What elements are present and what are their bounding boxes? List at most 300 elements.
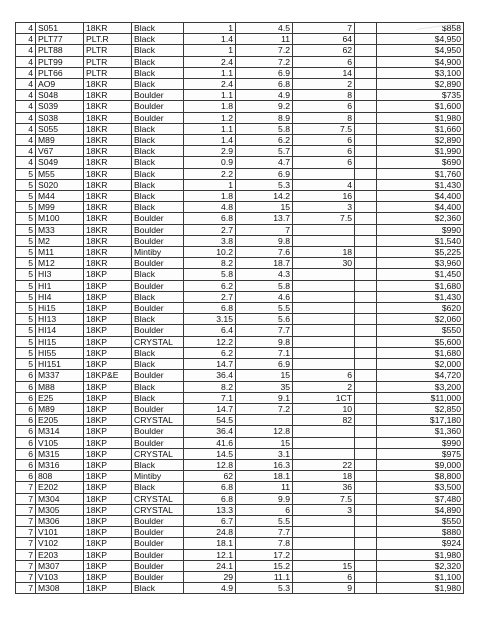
cell-group: 6 — [16, 415, 36, 426]
cell-stone-type: Boulder — [132, 303, 184, 314]
cell-count: 64 — [293, 34, 355, 45]
inventory-table — [15, 22, 464, 594]
cell-weight: 41.6 — [184, 437, 236, 448]
cell-item-code: M308 — [36, 583, 84, 594]
cell-count: 36 — [293, 482, 355, 493]
cell-stone-type: Black — [132, 56, 184, 67]
table-row — [16, 101, 464, 112]
table-row — [16, 34, 464, 45]
cell-stone-type: Black — [132, 202, 184, 213]
cell-weight: 2.9 — [184, 146, 236, 157]
cell-size: 9.2 — [236, 101, 293, 112]
table-row — [16, 90, 464, 101]
cell-count: 7 — [293, 23, 355, 34]
cell-size: 13.7 — [236, 213, 293, 224]
cell-weight: 12.1 — [184, 549, 236, 560]
cell-note — [355, 34, 377, 45]
cell-price: $3,200 — [377, 381, 464, 392]
cell-note — [355, 538, 377, 549]
table-row — [16, 392, 464, 403]
cell-count — [293, 303, 355, 314]
cell-group: 4 — [16, 135, 36, 146]
cell-price: $4,720 — [377, 370, 464, 381]
cell-count: 30 — [293, 258, 355, 269]
cell-note — [355, 415, 377, 426]
cell-metal: 18KR — [84, 23, 132, 34]
cell-count: 18 — [293, 471, 355, 482]
table-row — [16, 135, 464, 146]
cell-weight: 4.8 — [184, 202, 236, 213]
cell-metal: 18KP — [84, 392, 132, 403]
cell-price: $2,000 — [377, 359, 464, 370]
cell-weight: 62 — [184, 471, 236, 482]
cell-stone-type: Black — [132, 269, 184, 280]
table-row — [16, 213, 464, 224]
cell-weight: 18.1 — [184, 538, 236, 549]
cell-metal: PLTR — [84, 45, 132, 56]
table-row — [16, 79, 464, 90]
cell-item-code: M11 — [36, 247, 84, 258]
cell-stone-type: CRYSTAL — [132, 504, 184, 515]
cell-count — [293, 437, 355, 448]
table-row — [16, 403, 464, 414]
cell-group: 5 — [16, 258, 36, 269]
cell-group: 4 — [16, 67, 36, 78]
cell-count: 6 — [293, 146, 355, 157]
cell-note — [355, 336, 377, 347]
cell-weight: 1 — [184, 179, 236, 190]
cell-note — [355, 112, 377, 123]
cell-price: $1,980 — [377, 549, 464, 560]
cell-group: 7 — [16, 538, 36, 549]
cell-metal: 18KP — [84, 291, 132, 302]
cell-metal: 18KP — [84, 314, 132, 325]
cell-note — [355, 403, 377, 414]
cell-size: 6.2 — [236, 135, 293, 146]
cell-item-code: S049 — [36, 157, 84, 168]
cell-item-code: S048 — [36, 90, 84, 101]
cell-price: $1,660 — [377, 123, 464, 134]
cell-weight: 1.2 — [184, 112, 236, 123]
cell-group: 7 — [16, 583, 36, 594]
cell-item-code: M316 — [36, 459, 84, 470]
cell-weight: 5.8 — [184, 269, 236, 280]
cell-size: 8.9 — [236, 112, 293, 123]
cell-note — [355, 426, 377, 437]
cell-price: $3,500 — [377, 482, 464, 493]
cell-metal: 18KR — [84, 135, 132, 146]
cell-note — [355, 101, 377, 112]
cell-item-code: M306 — [36, 515, 84, 526]
cell-count: 6 — [293, 135, 355, 146]
cell-metal: 18KP — [84, 493, 132, 504]
cell-count: 3 — [293, 202, 355, 213]
cell-metal: 18KP — [84, 459, 132, 470]
cell-stone-type: Black — [132, 381, 184, 392]
cell-count — [293, 336, 355, 347]
cell-size: 6.9 — [236, 67, 293, 78]
cell-item-code: HI55 — [36, 347, 84, 358]
cell-group: 4 — [16, 45, 36, 56]
cell-metal: 18KP — [84, 415, 132, 426]
cell-note — [355, 213, 377, 224]
cell-stone-type: Mintiby — [132, 247, 184, 258]
cell-weight: 6.7 — [184, 515, 236, 526]
cell-item-code: M307 — [36, 560, 84, 571]
cell-group: 6 — [16, 437, 36, 448]
table-row — [16, 370, 464, 381]
cell-item-code: PLT99 — [36, 56, 84, 67]
table-row — [16, 515, 464, 526]
cell-metal: 18KP — [84, 359, 132, 370]
cell-item-code: V101 — [36, 527, 84, 538]
cell-note — [355, 90, 377, 101]
cell-stone-type: CRYSTAL — [132, 493, 184, 504]
table-row — [16, 23, 464, 34]
cell-count — [293, 549, 355, 560]
cell-metal: 18KP — [84, 269, 132, 280]
cell-size: 6.8 — [236, 79, 293, 90]
cell-price: $1,680 — [377, 280, 464, 291]
cell-weight: 8.2 — [184, 381, 236, 392]
cell-price: $2,360 — [377, 213, 464, 224]
cell-count — [293, 515, 355, 526]
cell-group: 5 — [16, 213, 36, 224]
cell-weight: 6.8 — [184, 493, 236, 504]
cell-note — [355, 168, 377, 179]
cell-price: $1,760 — [377, 168, 464, 179]
cell-size: 7.8 — [236, 538, 293, 549]
cell-group: 4 — [16, 157, 36, 168]
cell-size: 11.1 — [236, 571, 293, 582]
table-row — [16, 560, 464, 571]
cell-group: 6 — [16, 448, 36, 459]
cell-size: 14.2 — [236, 191, 293, 202]
cell-group: 4 — [16, 79, 36, 90]
cell-note — [355, 291, 377, 302]
cell-note — [355, 392, 377, 403]
cell-note — [355, 437, 377, 448]
cell-count: 7.5 — [293, 213, 355, 224]
table-row — [16, 247, 464, 258]
cell-size: 11 — [236, 482, 293, 493]
cell-group: 7 — [16, 560, 36, 571]
cell-size: 16.3 — [236, 459, 293, 470]
cell-price: $550 — [377, 515, 464, 526]
cell-stone-type: Black — [132, 45, 184, 56]
cell-item-code: S020 — [36, 179, 84, 190]
cell-note — [355, 202, 377, 213]
cell-note — [355, 515, 377, 526]
cell-weight: 3.8 — [184, 235, 236, 246]
cell-item-code: M55 — [36, 168, 84, 179]
cell-metal: 18KR — [84, 79, 132, 90]
cell-note — [355, 269, 377, 280]
cell-item-code: AO9 — [36, 79, 84, 90]
cell-stone-type: Black — [132, 359, 184, 370]
table-row — [16, 280, 464, 291]
cell-count: 14 — [293, 67, 355, 78]
cell-group: 5 — [16, 235, 36, 246]
cell-item-code: HI14 — [36, 325, 84, 336]
cell-price: $2,890 — [377, 79, 464, 90]
cell-stone-type: Black — [132, 191, 184, 202]
cell-price: $1,600 — [377, 101, 464, 112]
cell-size: 7.2 — [236, 403, 293, 414]
cell-weight: 2.2 — [184, 168, 236, 179]
cell-price: $858 — [377, 23, 464, 34]
cell-note — [355, 448, 377, 459]
cell-note — [355, 359, 377, 370]
cell-weight: 2.4 — [184, 79, 236, 90]
cell-weight: 1 — [184, 45, 236, 56]
cell-weight: 0.9 — [184, 157, 236, 168]
cell-stone-type: Black — [132, 583, 184, 594]
cell-metal: 18KP — [84, 527, 132, 538]
cell-size: 5.5 — [236, 515, 293, 526]
cell-item-code: Hi15 — [36, 303, 84, 314]
cell-price: $8,800 — [377, 471, 464, 482]
table-row — [16, 571, 464, 582]
cell-group: 7 — [16, 515, 36, 526]
cell-group: 5 — [16, 303, 36, 314]
cell-item-code: HI1 — [36, 280, 84, 291]
table-row — [16, 224, 464, 235]
cell-metal: 18KR — [84, 157, 132, 168]
cell-stone-type: Black — [132, 392, 184, 403]
table-row — [16, 381, 464, 392]
cell-group: 6 — [16, 403, 36, 414]
cell-size: 9.1 — [236, 392, 293, 403]
cell-weight: 1.1 — [184, 90, 236, 101]
cell-weight: 14.5 — [184, 448, 236, 459]
cell-item-code: V103 — [36, 571, 84, 582]
cell-note — [355, 381, 377, 392]
table-row — [16, 359, 464, 370]
cell-weight: 36.4 — [184, 370, 236, 381]
cell-weight: 2.7 — [184, 291, 236, 302]
cell-weight: 14.7 — [184, 403, 236, 414]
cell-size: 5.7 — [236, 146, 293, 157]
cell-group: 7 — [16, 527, 36, 538]
cell-item-code: M88 — [36, 381, 84, 392]
cell-stone-type: Black — [132, 146, 184, 157]
cell-count: 22 — [293, 459, 355, 470]
cell-count — [293, 426, 355, 437]
cell-stone-type: Boulder — [132, 538, 184, 549]
cell-group: 5 — [16, 179, 36, 190]
cell-metal: 18KR — [84, 123, 132, 134]
cell-group: 5 — [16, 359, 36, 370]
cell-stone-type: Black — [132, 123, 184, 134]
cell-item-code: M33 — [36, 224, 84, 235]
cell-group: 4 — [16, 101, 36, 112]
cell-count — [293, 280, 355, 291]
cell-metal: 18KP — [84, 538, 132, 549]
cell-price: $2,890 — [377, 135, 464, 146]
cell-price: $4,400 — [377, 191, 464, 202]
cell-weight: 29 — [184, 571, 236, 582]
cell-stone-type: Boulder — [132, 403, 184, 414]
cell-group: 4 — [16, 123, 36, 134]
cell-weight: 1.8 — [184, 191, 236, 202]
cell-stone-type: Boulder — [132, 370, 184, 381]
cell-note — [355, 45, 377, 56]
cell-stone-type: CRYSTAL — [132, 448, 184, 459]
cell-size: 3.1 — [236, 448, 293, 459]
table-row — [16, 583, 464, 594]
cell-item-code: M337 — [36, 370, 84, 381]
cell-stone-type: Boulder — [132, 571, 184, 582]
cell-item-code: PLT88 — [36, 45, 84, 56]
table-row — [16, 123, 464, 134]
cell-metal: 18KP — [84, 303, 132, 314]
cell-price: $4,950 — [377, 45, 464, 56]
cell-stone-type: Black — [132, 314, 184, 325]
cell-count: 16 — [293, 191, 355, 202]
cell-metal: 18KR — [84, 168, 132, 179]
cell-group: 7 — [16, 482, 36, 493]
cell-stone-type: Boulder — [132, 213, 184, 224]
cell-item-code: M89 — [36, 135, 84, 146]
cell-count: 6 — [293, 571, 355, 582]
cell-item-code: M314 — [36, 426, 84, 437]
cell-stone-type: Black — [132, 135, 184, 146]
cell-item-code: E202 — [36, 482, 84, 493]
cell-metal: PLTR — [84, 67, 132, 78]
cell-note — [355, 370, 377, 381]
cell-count — [293, 359, 355, 370]
cell-count: 3 — [293, 504, 355, 515]
cell-size: 15.2 — [236, 560, 293, 571]
cell-metal: 18KP — [84, 571, 132, 582]
cell-price: $990 — [377, 437, 464, 448]
cell-note — [355, 527, 377, 538]
cell-note — [355, 224, 377, 235]
cell-item-code: M12 — [36, 258, 84, 269]
cell-stone-type: Mintiby — [132, 471, 184, 482]
cell-note — [355, 247, 377, 258]
cell-count: 7.5 — [293, 123, 355, 134]
cell-item-code: M305 — [36, 504, 84, 515]
table-row — [16, 56, 464, 67]
cell-price: $5,600 — [377, 336, 464, 347]
cell-weight: 8.2 — [184, 258, 236, 269]
cell-group: 7 — [16, 504, 36, 515]
cell-size: 9.8 — [236, 336, 293, 347]
cell-stone-type: Boulder — [132, 549, 184, 560]
cell-metal: 18KR — [84, 247, 132, 258]
table-row — [16, 45, 464, 56]
cell-metal: 18KP — [84, 403, 132, 414]
cell-metal: PLT.R — [84, 34, 132, 45]
cell-item-code: M315 — [36, 448, 84, 459]
cell-stone-type: CRYSTAL — [132, 415, 184, 426]
cell-weight: 1.8 — [184, 101, 236, 112]
cell-item-code: HI15 — [36, 336, 84, 347]
cell-note — [355, 493, 377, 504]
cell-metal: PLTR — [84, 56, 132, 67]
cell-count — [293, 269, 355, 280]
cell-size: 7.2 — [236, 56, 293, 67]
cell-size: 12.8 — [236, 426, 293, 437]
cell-stone-type: Black — [132, 67, 184, 78]
cell-metal: 18KP — [84, 549, 132, 560]
cell-note — [355, 482, 377, 493]
cell-metal: 18KR — [84, 90, 132, 101]
cell-price: $4,950 — [377, 34, 464, 45]
cell-size: 5.3 — [236, 179, 293, 190]
table-row — [16, 415, 464, 426]
cell-size — [236, 415, 293, 426]
cell-stone-type: Boulder — [132, 515, 184, 526]
cell-price: $3,100 — [377, 67, 464, 78]
cell-item-code: HI151 — [36, 359, 84, 370]
cell-size: 7.7 — [236, 325, 293, 336]
cell-group: 5 — [16, 325, 36, 336]
cell-group: 6 — [16, 392, 36, 403]
cell-group: 5 — [16, 336, 36, 347]
cell-size: 7.1 — [236, 347, 293, 358]
cell-weight: 36.4 — [184, 426, 236, 437]
table-row — [16, 146, 464, 157]
cell-size: 18.7 — [236, 258, 293, 269]
cell-count: 6 — [293, 101, 355, 112]
table-row — [16, 202, 464, 213]
cell-group: 7 — [16, 549, 36, 560]
cell-price: $4,900 — [377, 56, 464, 67]
cell-weight: 2.7 — [184, 224, 236, 235]
table-row — [16, 459, 464, 470]
cell-item-code: HI13 — [36, 314, 84, 325]
cell-count — [293, 168, 355, 179]
cell-item-code: S055 — [36, 123, 84, 134]
cell-stone-type: Black — [132, 347, 184, 358]
cell-group: 4 — [16, 34, 36, 45]
cell-note — [355, 303, 377, 314]
cell-stone-type: Black — [132, 459, 184, 470]
table-row — [16, 157, 464, 168]
cell-metal: 18KP — [84, 426, 132, 437]
cell-size: 7 — [236, 224, 293, 235]
cell-size: 4.3 — [236, 269, 293, 280]
cell-metal: 18KP — [84, 448, 132, 459]
cell-group: 5 — [16, 269, 36, 280]
cell-size: 5.8 — [236, 280, 293, 291]
cell-count — [293, 235, 355, 246]
cell-price: $11,000 — [377, 392, 464, 403]
cell-metal: 18KP — [84, 515, 132, 526]
cell-note — [355, 560, 377, 571]
cell-metal: 18KP — [84, 280, 132, 291]
table-row — [16, 426, 464, 437]
cell-note — [355, 157, 377, 168]
cell-size: 15 — [236, 370, 293, 381]
cell-count: 82 — [293, 415, 355, 426]
cell-stone-type: Boulder — [132, 280, 184, 291]
cell-count — [293, 527, 355, 538]
cell-metal: 18KP — [84, 381, 132, 392]
cell-weight: 1 — [184, 23, 236, 34]
cell-group: 7 — [16, 493, 36, 504]
cell-size: 6.9 — [236, 359, 293, 370]
cell-price: $620 — [377, 303, 464, 314]
cell-item-code: E205 — [36, 415, 84, 426]
cell-note — [355, 471, 377, 482]
cell-weight: 10.2 — [184, 247, 236, 258]
cell-stone-type: Boulder — [132, 90, 184, 101]
cell-stone-type: Boulder — [132, 437, 184, 448]
